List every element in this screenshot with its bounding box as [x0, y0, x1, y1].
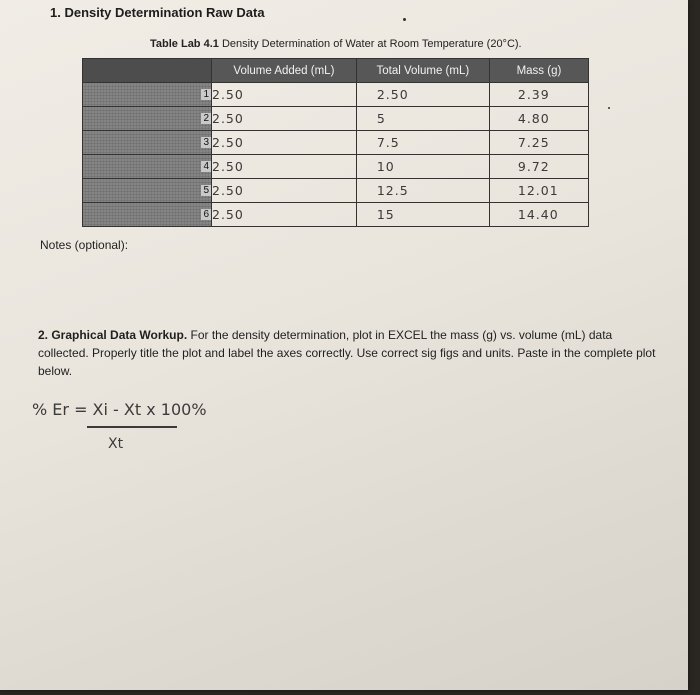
header-total-volume: Total Volume (mL): [356, 59, 489, 83]
total-volume-cell: 2.50: [356, 83, 489, 107]
header-mass: Mass (g): [489, 59, 588, 83]
volume-added-cell: 2.50: [212, 203, 357, 227]
table-row: [83, 155, 589, 179]
table-row: [83, 107, 589, 131]
row-index: 1: [203, 89, 209, 100]
header-index: [83, 59, 212, 83]
volume-added-cell: 2.50: [212, 179, 357, 203]
row-index: 4: [203, 161, 209, 172]
notes-label: Notes (optional):: [40, 238, 129, 252]
total-volume-cell: 7.5: [356, 131, 489, 155]
row-index: 2: [203, 113, 209, 124]
section1-heading: 1. Density Determination Raw Data: [50, 5, 265, 20]
mass-cell: 7.25: [489, 131, 588, 155]
table-row: [83, 83, 589, 107]
mass-cell: 4.80: [489, 107, 588, 131]
volume-added-cell: 2.50: [212, 83, 357, 107]
table-caption: [150, 38, 522, 50]
paper-speck: [403, 18, 406, 21]
density-table: [82, 58, 589, 227]
fraction-bar: [87, 426, 177, 428]
mass-cell: 9.72: [489, 155, 588, 179]
mass-cell: 14.40: [489, 203, 588, 227]
table-header-row: [83, 59, 589, 83]
row-index-cell: [83, 131, 212, 155]
row-index: 6: [203, 209, 209, 220]
total-volume-cell: 15: [356, 203, 489, 227]
row-index: 3: [203, 137, 209, 148]
row-index: 5: [203, 185, 209, 196]
row-index-cell: [83, 83, 212, 107]
total-volume-cell: 12.5: [356, 179, 489, 203]
row-index-cell: [83, 107, 212, 131]
table-caption-label: Table Lab 4.1: [150, 38, 219, 50]
table-row: [83, 203, 589, 227]
paper-speck: [608, 107, 610, 109]
section2-title: 2. Graphical Data Workup.: [38, 328, 188, 342]
formula-numerator: % Er = Xi - Xt x 100%: [32, 400, 207, 419]
section2-instructions: [38, 326, 663, 380]
volume-added-cell: 2.50: [212, 107, 357, 131]
table-row: [83, 179, 589, 203]
total-volume-cell: 10: [356, 155, 489, 179]
total-volume-cell: 5: [356, 107, 489, 131]
mass-cell: 2.39: [489, 83, 588, 107]
row-index-cell: [83, 155, 212, 179]
formula-denominator: Xt: [108, 436, 124, 452]
row-index-cell: [83, 179, 212, 203]
table-caption-text: Density Determination of Water at Room Temperature (20°C).: [221, 38, 522, 50]
volume-added-cell: 2.50: [212, 131, 357, 155]
section2-body: For the density determination, plot in EXCEL the mass (g) vs. volume (mL) data collected. Properly title the plot and label the axes correctly. Use correct sig figs and units. Paste in the complete plot below.: [38, 328, 656, 378]
volume-added-cell: 2.50: [212, 155, 357, 179]
mass-cell: 12.01: [489, 179, 588, 203]
row-index-cell: [83, 203, 212, 227]
table-row: [83, 131, 589, 155]
header-volume-added: Volume Added (mL): [212, 59, 357, 83]
